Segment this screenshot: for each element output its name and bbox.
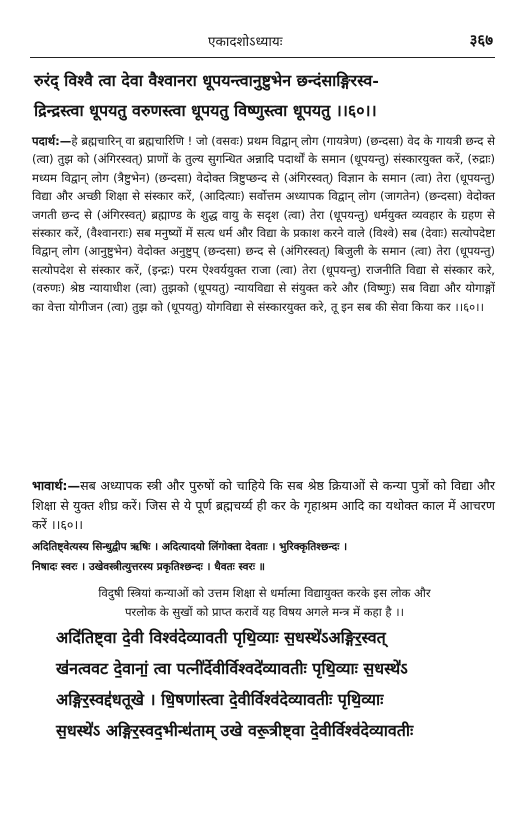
bhavartha-section: [32, 476, 495, 535]
verse-line: अदि॑तिष्ट्वा दे॒वी विश्व॑देव्यावती पृथि॒व्याः स॒धस्थे॑ऽअङ्गिर॒स्वत्: [56, 628, 386, 647]
verse-line: अङ्गिर॒स्वद्द॑धतूखे । धि॒षणा॑स्त्वा दे॒वीर्विश्व॑देव्यावतीः पृथि॒व्याः: [56, 690, 384, 709]
page-header: [30, 30, 495, 52]
bhavartha-paragraph: [32, 476, 495, 535]
verse-current: [56, 622, 499, 746]
verse-line: स॒धस्थे॑ऽ अङ्गिर॒स्वद॒भीन्ध॑ताम् उखे वरू॒त्रीष्ट्वा दे॒वीर्विश्व॑देव्यावतीः: [56, 721, 414, 740]
intro-line: परलोक के सुखों को प्राप्त करावें यह विषय अगले मन्त्र में कहा है ।।: [124, 605, 405, 619]
running-title: एकादशोऽध्यायः: [208, 34, 283, 50]
verse-previous: [34, 66, 497, 126]
intro-line: विदुषी स्त्रियां कन्याओं को उत्तम शिक्षा से धर्मात्मा विद्यायुक्त करके इस लोक और: [98, 586, 431, 600]
bhavartha-label: भावार्थ:—: [32, 478, 81, 493]
padartha-section: [32, 132, 495, 316]
verse-line: द्रिन्द्रस्त्वा धूपयतु वरुणस्त्वा धूपयतु विष्णुस्त्वा धूपयतु ।।६०।।: [34, 101, 377, 120]
verse-line: रुरंद् विश्वै त्वा देवा वैश्वानरा धूपयन्त्वानुष्टुभेन छन्दंसाङ्गिरस्व-: [34, 71, 379, 90]
padartha-text: हे ब्रह्मचारिन् वा ब्रह्मचारिणि ! जो (वसवः) प्रथम विद्वान् लोग (गायत्रेण) (छन्दसा) वेद के गायत्री छन्द से (त्वा) तुझ को (अंगिरस्वत्) प्राणों के तुल्य सुगन्धित अन्नादि पदार्थों के समान (धूपयन्तु) संस्कारयुक्त करें, (रुद्राः) मध्यम विद्वान् लोग (त्रैष्टुभेन) (छन्दसा) वेदोक्त त्रिष्टुप्छन्द से (अंगिरस्वत्) विज्ञान के समान (त्वा) तेरा (धूपयन्तु) विद्या और अच्छी शिक्षा से संस्कार करें, (आदित्याः) सर्वोत्तम अध्यापक विद्वान् लोग (जागतेन) (छन्दसा) वेदोक्त जगती छन्द से (अंगिरस्वत्) ब्रह्माण्ड के शुद्ध वायु के सदृश (त्वा) तेरा (धूपयन्तु) धर्मयुक्त व्यवहार के ग्रहण से संस्कार करें, (वैश्वानराः) सब मनुष्यों में सत्य धर्म और विद्या के प्रकाश करने वाले (विश्वे) सब (देवाः) सत्योपदेष्टा विद्वान् लोग (आनुष्टुभेन) वेदोक्त अनुष्टुप् (छन्दसा) छन्द से (अंगिरस्वत्) बिजुली के समान (त्वा) तेरा (धूपयन्तु) सत्योपदेश से संस्कार करें, (इन्द्रः) परम ऐश्वर्ययुक्त राजा (त्वा) तेरा (धूपयन्तु) राजनीति विद्या से संस्कार करे, (वरुणः) श्रेष्ठ न्यायाधीश (त्वा) तुझको (धूपयतु) न्यायविद्या से संयुक्त करे और (विष्णुः) सब विद्या और योगाङ्गों का वेत्ता योगीजन (त्वा) तुझ को (धूपयतु) योगविद्या से संस्कारयुक्त करे, तू इन सब की सेवा किया कर ।।६०।।: [32, 134, 495, 314]
page-number: ३६७: [469, 31, 493, 49]
padartha-paragraph: [32, 132, 495, 316]
header-rule: [30, 57, 495, 58]
mantra-intro: [38, 584, 491, 622]
padartha-label: पदार्थ:—: [32, 134, 72, 148]
rishi-devata-line: अदितिष्ट्वेत्यस्य सिन्धुद्वीप ऋषिः । अदित्यादयो लिंगोक्ता देवताः । भुरिक्कृतिश्छन्दः ।: [32, 541, 348, 553]
chhanda-swara-line: निषादः स्वरः । उखेवस्त्रीत्युत्तरस्य प्रकृतिश्छन्दः । धैवतः स्वरः ॥: [32, 561, 265, 573]
bhavartha-text: सब अध्यापक स्त्री और पुरुषों को चाहिये कि सब श्रेष्ठ क्रियाओं से कन्या पुत्रों को विद्या और शिक्षा से युक्त शीघ्र करें। जिस से ये पूर्ण ब्रह्मचर्य्य ही कर के गृहाश्रम आदि का यथोक्त काल में आचरण करें ।।६०।।: [32, 478, 495, 533]
verse-line: ख॑नत्ववट दे॒वानां॒ त्वा पत्नी॑र्देवीर्विश्वदे॑व्यावतीः पृथि॒व्याः स॒धस्थे॑ऽ: [56, 659, 408, 678]
